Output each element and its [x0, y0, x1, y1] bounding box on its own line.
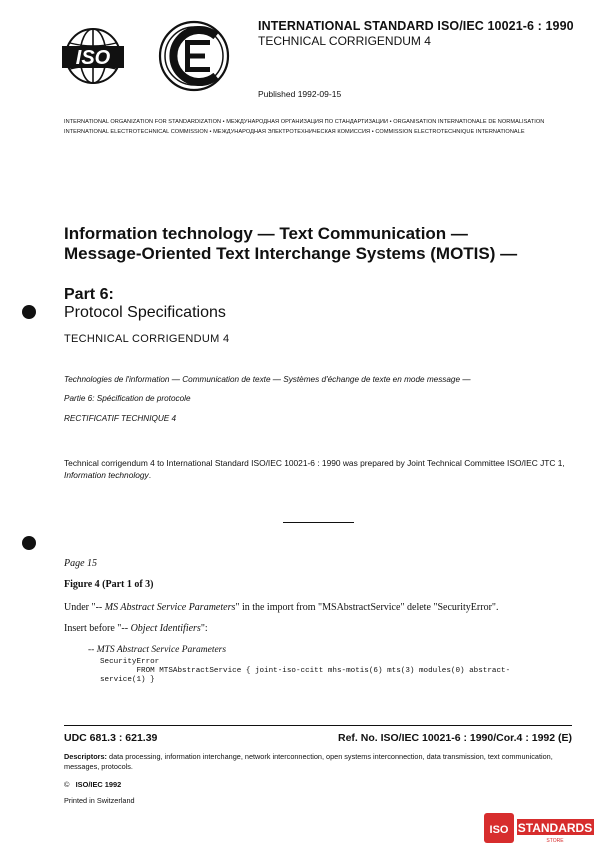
insert-text-c: ":	[200, 623, 208, 634]
part-name: Protocol Specifications	[64, 304, 226, 321]
committee-name: Information technology	[64, 470, 149, 480]
under-text-c: " in the import from "MSAbstractService" delete "SecurityError".	[235, 602, 499, 613]
preparation-text: Technical corrigendum 4 to International Standard ISO/IEC 10021-6 : 1990 was prepared by Joint Technical Committee ISO/IEC JTC 1,	[64, 458, 565, 468]
published-date: Published 1992-09-15	[258, 89, 342, 99]
standard-title: INTERNATIONAL STANDARD ISO/IEC 10021-6 : 1990	[258, 19, 574, 33]
descriptors	[64, 752, 576, 772]
corrigendum-label: TECHNICAL CORRIGENDUM 4	[258, 34, 431, 48]
logos	[62, 16, 232, 98]
under-instruction	[64, 602, 498, 613]
document-title	[64, 224, 584, 264]
french-title: Technologies de l'information — Communication de texte — Systèmes d'échange de texte en mode message —	[64, 375, 471, 384]
page-reference: Page 15	[64, 558, 98, 569]
preparation-end: .	[148, 470, 152, 480]
code-line-2: FROM MTSAbstractService { joint-iso-ccitt mhs-motis(6) mts(3) modules(0) abstract-	[100, 667, 511, 675]
copyright-symbol: ©	[64, 780, 70, 789]
insert-text-a: Insert before "--	[64, 623, 131, 634]
code-line-3: service(1) }	[100, 676, 155, 684]
iec-logo-text: IEC	[158, 18, 160, 19]
french-corrigendum: RECTIFICATIF TECHNIQUE 4	[64, 414, 177, 423]
under-text-b: MS Abstract Service Parameters	[104, 602, 236, 613]
store-badge-store: STORE	[546, 838, 564, 844]
copyright	[64, 780, 121, 789]
descriptors-text: data processing, information interchange, network interconnection, open systems interconnection, data transmission, text communication, messages, protocols.	[64, 752, 553, 771]
margin-bullet	[22, 536, 36, 550]
title-line-1: Information technology — Text Communication —	[64, 224, 468, 243]
iec-logo	[158, 17, 228, 90]
footer-divider	[64, 725, 572, 726]
reference-number: Ref. No. ISO/IEC 10021-6 : 1990/Cor.4 : 1992 (E)	[337, 732, 572, 744]
section-divider	[283, 522, 354, 523]
code-heading: -- MTS Abstract Service Parameters	[88, 645, 227, 655]
french-part: Partie 6: Spécification de protocole	[64, 394, 191, 403]
code-line-1: SecurityError	[100, 658, 160, 666]
iso-logo-text: ISO	[75, 47, 111, 69]
preparation-note	[64, 457, 584, 481]
under-text-a: Under "--	[64, 602, 105, 613]
descriptors-label: Descriptors:	[64, 752, 107, 761]
store-badge-standards: STANDARDS	[517, 821, 593, 835]
insert-instruction	[64, 623, 208, 634]
printed-note: Printed in Switzerland	[64, 796, 135, 805]
udc-code: UDC 681.3 : 621.39	[64, 732, 158, 744]
iso-standards-store-badge[interactable]	[484, 811, 594, 845]
org-line-2: INTERNATIONAL ELECTROTECHNICAL COMMISSION • МЕЖДУНАРОДНАЯ ЭЛЕКТРОТЕХНИЧЕСКАЯ КОМИССИЯ • COMMISSION ELECTROTECHNIQUE INTERNATIONALE	[64, 129, 525, 135]
copyright-text: ISO/IEC 1992	[75, 780, 122, 789]
part-number: Part 6:	[64, 286, 114, 303]
margin-bullet	[22, 305, 36, 319]
store-badge-iso: ISO	[489, 824, 509, 836]
figure-reference: Figure 4 (Part 1 of 3)	[64, 579, 154, 590]
insert-text-b: Object Identifiers	[130, 623, 201, 634]
org-line-1: INTERNATIONAL ORGANIZATION FOR STANDARDIZATION • МЕЖДУНАРОДНАЯ ОРГАНИЗАЦИЯ ПО СТАНДАРТИЗАЦИИ • ORGANISATION INTERNATIONALE DE NORMALISATION	[64, 119, 545, 125]
corrigendum-heading: TECHNICAL CORRIGENDUM 4	[64, 333, 230, 345]
title-line-2: Message-Oriented Text Interchange Systems (MOTIS) —	[64, 244, 518, 263]
iso-logo	[62, 29, 124, 83]
